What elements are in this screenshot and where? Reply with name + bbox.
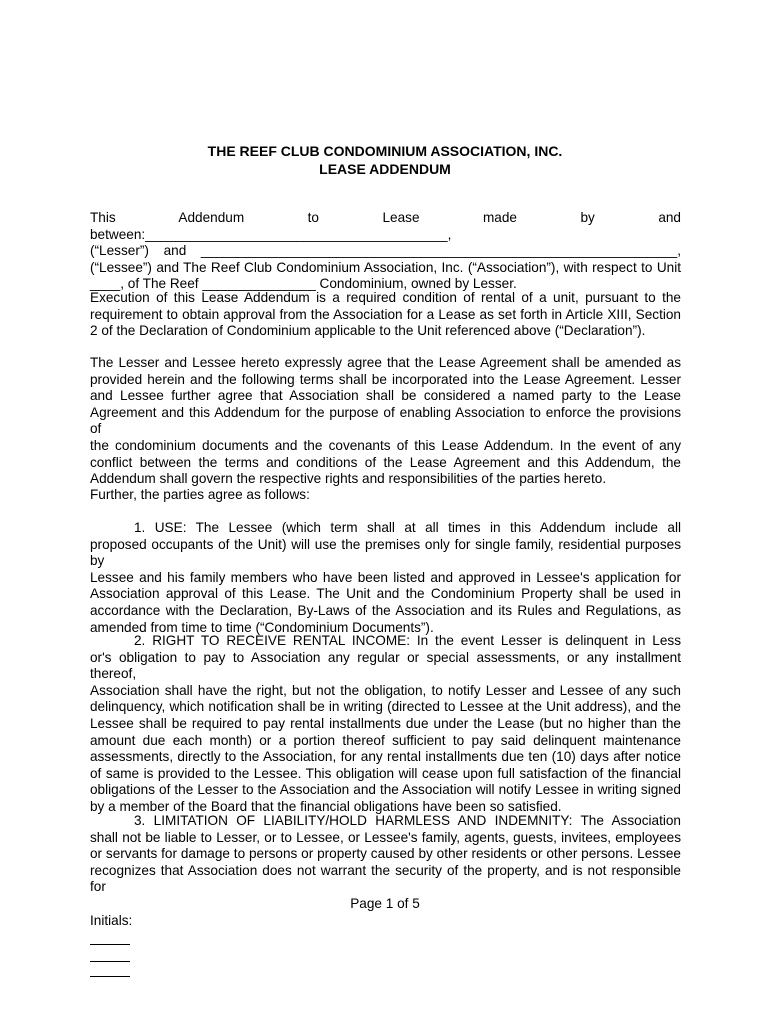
section-1-line: proposed occupants of the Unit) will use the premises only for single family, residential purposes by — [90, 536, 681, 569]
intro-line: This Addendum to Lease made by and between:________________________________________, — [90, 210, 681, 242]
initials-blank-2[interactable] — [90, 961, 130, 962]
section-2-line: obligations of the Lesser to the Association and the Association will notify Lessee in writing signed — [90, 782, 681, 798]
section-1-line: accordance with the Declaration, By-Laws of the Association and its Rules and Regulations, as — [90, 602, 681, 618]
further-line: Further, the parties agree as follows: — [90, 487, 310, 502]
section-2-line: assessments, directly to the Association, for any rental installments due ten (10) days after notice — [90, 749, 681, 765]
agreement-line: conflict between the terms and conditions of the Lease Agreement and this Addendum, the — [90, 454, 681, 470]
agreement-line: the condominium documents and the covenants of this Lease Addendum. In the event of any — [90, 437, 681, 453]
intro-line: ____, of The Reef _______________ Condominium, owned by Lesser. — [90, 276, 517, 292]
section-3-line: shall not be liable to Lesser, or to Lessee, or Lessee's family, agents, guests, invitees, employees — [90, 829, 681, 845]
section-1-line: Association approval of this Lease. The Unit and the Condominium Property shall be used in — [90, 586, 681, 602]
intro-line: (“Lessee”) and The Reef Club Condominium Association, Inc. (“Association”), with respect to Unit — [90, 259, 681, 275]
intro-line: (“Lesser”) and _______________________________________________________________, — [90, 243, 681, 259]
execution-paragraph — [90, 290, 681, 340]
execution-line: Execution of this Lease Addendum is a required condition of rental of a unit, pursuant to the — [90, 290, 681, 305]
document-title: THE REEF CLUB CONDOMINIUM ASSOCIATION, INC. — [207, 143, 563, 159]
section-2-line: amount due each month) or a portion thereof sufficient to pay said delinquent maintenance — [90, 732, 681, 748]
section-2-line: Association shall have the right, but not the obligation, to notify Lesser and Lessee of any such — [90, 682, 681, 698]
section-3-line: 3. LIMITATION OF LIABILITY/HOLD HARMLESS AND INDEMNITY: The Association — [134, 813, 681, 828]
section-3-line: or servants for damage to persons or property caused by other residents or other persons. Lessee — [90, 846, 681, 862]
section-2-line: 2. RIGHT TO RECEIVE RENTAL INCOME: In the event Lesser is delinquent in Less — [134, 633, 681, 648]
agreement-line: Agreement and this Addendum for the purpose of enabling Association to enforce the provisions of — [90, 404, 681, 437]
further-paragraph — [90, 487, 681, 504]
section-1-line: 1. USE: The Lessee (which term shall at all times in this Addendum include all — [134, 520, 681, 535]
section-2-line: by a member of the Board that the financial obligations have been so satisfied. — [90, 798, 562, 814]
section-1-line: Lessee and his family members who have been listed and approved in Lessee's application for — [90, 569, 681, 585]
execution-line: 2 of the Declaration of Condominium applicable to the Unit referenced above (“Declaration”). — [90, 323, 646, 339]
intro-paragraph — [90, 210, 681, 293]
section-1-use — [90, 520, 681, 636]
section-3-line: recognizes that Association does not warrant the security of the property, and is not responsible for — [90, 862, 681, 895]
agreement-line: provided herein and the following terms shall be incorporated into the Lease Agreement. Lesser — [90, 371, 681, 387]
agreement-line: The Lesser and Lessee hereto expressly agree that the Lease Agreement shall be amended as — [90, 355, 681, 370]
agreement-paragraph — [90, 355, 681, 488]
initials-blank-3[interactable] — [90, 976, 130, 977]
agreement-line: and Lessee further agree that Association shall be considered a named party to the Lease — [90, 388, 681, 404]
section-2-line: or's obligation to pay to Association any regular or special assessments, or any installment thereof, — [90, 649, 681, 682]
section-1-line: amended from time to time (“Condominium Documents”). — [90, 619, 434, 635]
execution-line: requirement to obtain approval from the Association for a Lease as set forth in Article XIII, Section — [90, 306, 681, 322]
section-2-line: delinquency, which notification shall be in writing (directed to Lessee at the Unit address), and the — [90, 699, 681, 715]
document-subtitle: LEASE ADDENDUM — [319, 161, 451, 177]
agreement-line: Addendum shall govern the respective rights and responsibilities of the parties hereto. — [90, 471, 607, 487]
page-number: Page 1 of 5 — [350, 896, 420, 911]
section-2-line: of same is provided to the Lessee. This obligation will cease upon full satisfaction of the financial — [90, 765, 681, 781]
initials-label: Initials: — [90, 913, 133, 928]
section-3-liability — [90, 813, 681, 896]
section-2-rental-income — [90, 633, 681, 816]
initials-blank-1[interactable] — [90, 944, 130, 945]
section-2-line: Lessee shall be required to pay rental installments due under the Lease (but no higher than the — [90, 715, 681, 731]
